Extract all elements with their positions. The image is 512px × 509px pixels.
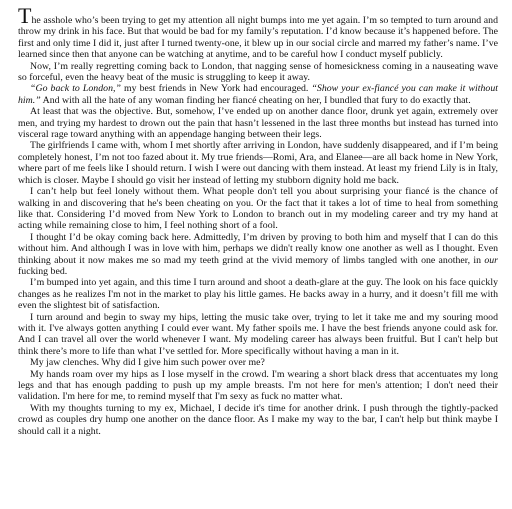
paragraph <box>18 83 498 106</box>
text-run: And with all the hate of any woman finding her fiancé cheating on her, I bundled that fury to do exactly that. <box>40 94 471 106</box>
text-run: I turn around and begin to sway my hips, letting the music take over, trying to let it take me and my souring mood with it. I've always gotten anything I could ever want. My father spoils me. I have the best friends anyone could ask for. And I can travel all over the world whenever I want. My modeling career has always been fruitful. But I can't help but think there’s more to life than what I’ve settled for. More specifically without having a man in it. <box>18 311 498 357</box>
italic-text: our <box>484 254 498 266</box>
drop-cap: T <box>18 3 32 28</box>
italic-text: “Show your ex-fiancé you can make it without him.” <box>18 83 499 106</box>
paragraph <box>18 186 498 232</box>
text-run: Now, I’m really regretting coming back to London, that nagging sense of homesickness coming in a nauseating wave so forceful, even the heavy beat of the music is struggling to keep it away. <box>18 60 498 84</box>
paragraph <box>18 369 498 403</box>
text-run: fucking bed. <box>18 265 68 277</box>
text-run: I thought I’d be okay coming back here. Admittedly, I’m driven by proving to both him and myself that I can do this without him. And although I was in love with him, perhaps we didn't really know one another as well as I thought. Even thinking about it now makes me so mad my teeth grind at the vivid memory of limbs tangled with one another, in <box>18 231 498 266</box>
text-run: At least that was the objective. But, somehow, I’ve ended up on another dance floor, drunk yet again, extremely over men, and trying my hardest to drown out the pain that hasn’t lessened in the last three months but instead has turned into visceral rage toward anything with an appendage hanging between their legs. <box>18 106 498 141</box>
paragraph <box>18 277 498 311</box>
text-run: he asshole who’s been trying to get my attention all night bumps into me yet again. I’m so tempted to turn around and throw my drink in his face. But that would be bad for my family’s reputation. I’d know because it’s happened before. The first and only time I did it, just after I turned twenty-one, it blew up in our social circle and marred my father’s name. I’ve learned since then that anyone can be watching at anytime, and to be careful how I conduct myself publicly. <box>18 15 498 61</box>
text-run: With my thoughts turning to my ex, Michael, I decide it's time for another drink. I push through the tightly-packed crowd as couples dry hump one another on the dance floor. As I make my way to the bar, I can't help but think maybe I should call it a night. <box>18 402 498 437</box>
text-run: My hands roam over my hips as I lose myself in the crowd. I'm wearing a short black dress that accentuates my long legs and that has enough padding to push up my ample breasts. I'm not here for men's attention; I don't need their validation. I'm here for me, to remind myself that I'm sexy as fuck no matter what. <box>18 368 498 403</box>
text-run: I can’t help but feel lonely without them. What people don't tell you about surprising your fiancé is the chance of walking in and discovering that he's been cheating on you. Or the fact that it takes a lot of time to heal from something like that. Considering I’d moved from New York to London to branch out in my modeling career and try my hand at acting while remaining close to him, I feel nothing short of a fool. <box>18 186 498 232</box>
paragraph <box>18 61 498 84</box>
paragraph <box>18 106 498 140</box>
text-run: I’m bumped into yet again, and this time I turn around and shoot a death-glare at the guy. The look on his face quickly changes as he realizes I'm not in the market to play his little games. He backs away in a hurry, and it doesn’t fill me with even the slightest bit of satisfaction. <box>18 277 498 312</box>
text-run: The girlfriends I came with, whom I met shortly after arriving in London, have suddenly disappeared, and if I’m being completely honest, I’m not too fazed about it. My true friends—Romi, Ara, and Elanee—are all back home in New York, where part of me feels like I should return. I wish I were out dancing with them instead. At least my friend Lily is in Italy, which is closer. Maybe I should go visit her instead of letting my stubborn dignity hold me back. <box>18 140 498 186</box>
paragraph <box>18 312 498 358</box>
text-run: my best friends in New York had encouraged. <box>120 83 312 95</box>
italic-text: “Go back to London,” <box>30 83 121 95</box>
paragraph <box>18 403 498 437</box>
paragraph <box>18 140 498 186</box>
paragraph <box>18 232 498 278</box>
paragraph <box>18 3 498 61</box>
paragraph <box>18 357 498 368</box>
text-run: My jaw clenches. Why did I give him such power over me? <box>30 357 265 369</box>
